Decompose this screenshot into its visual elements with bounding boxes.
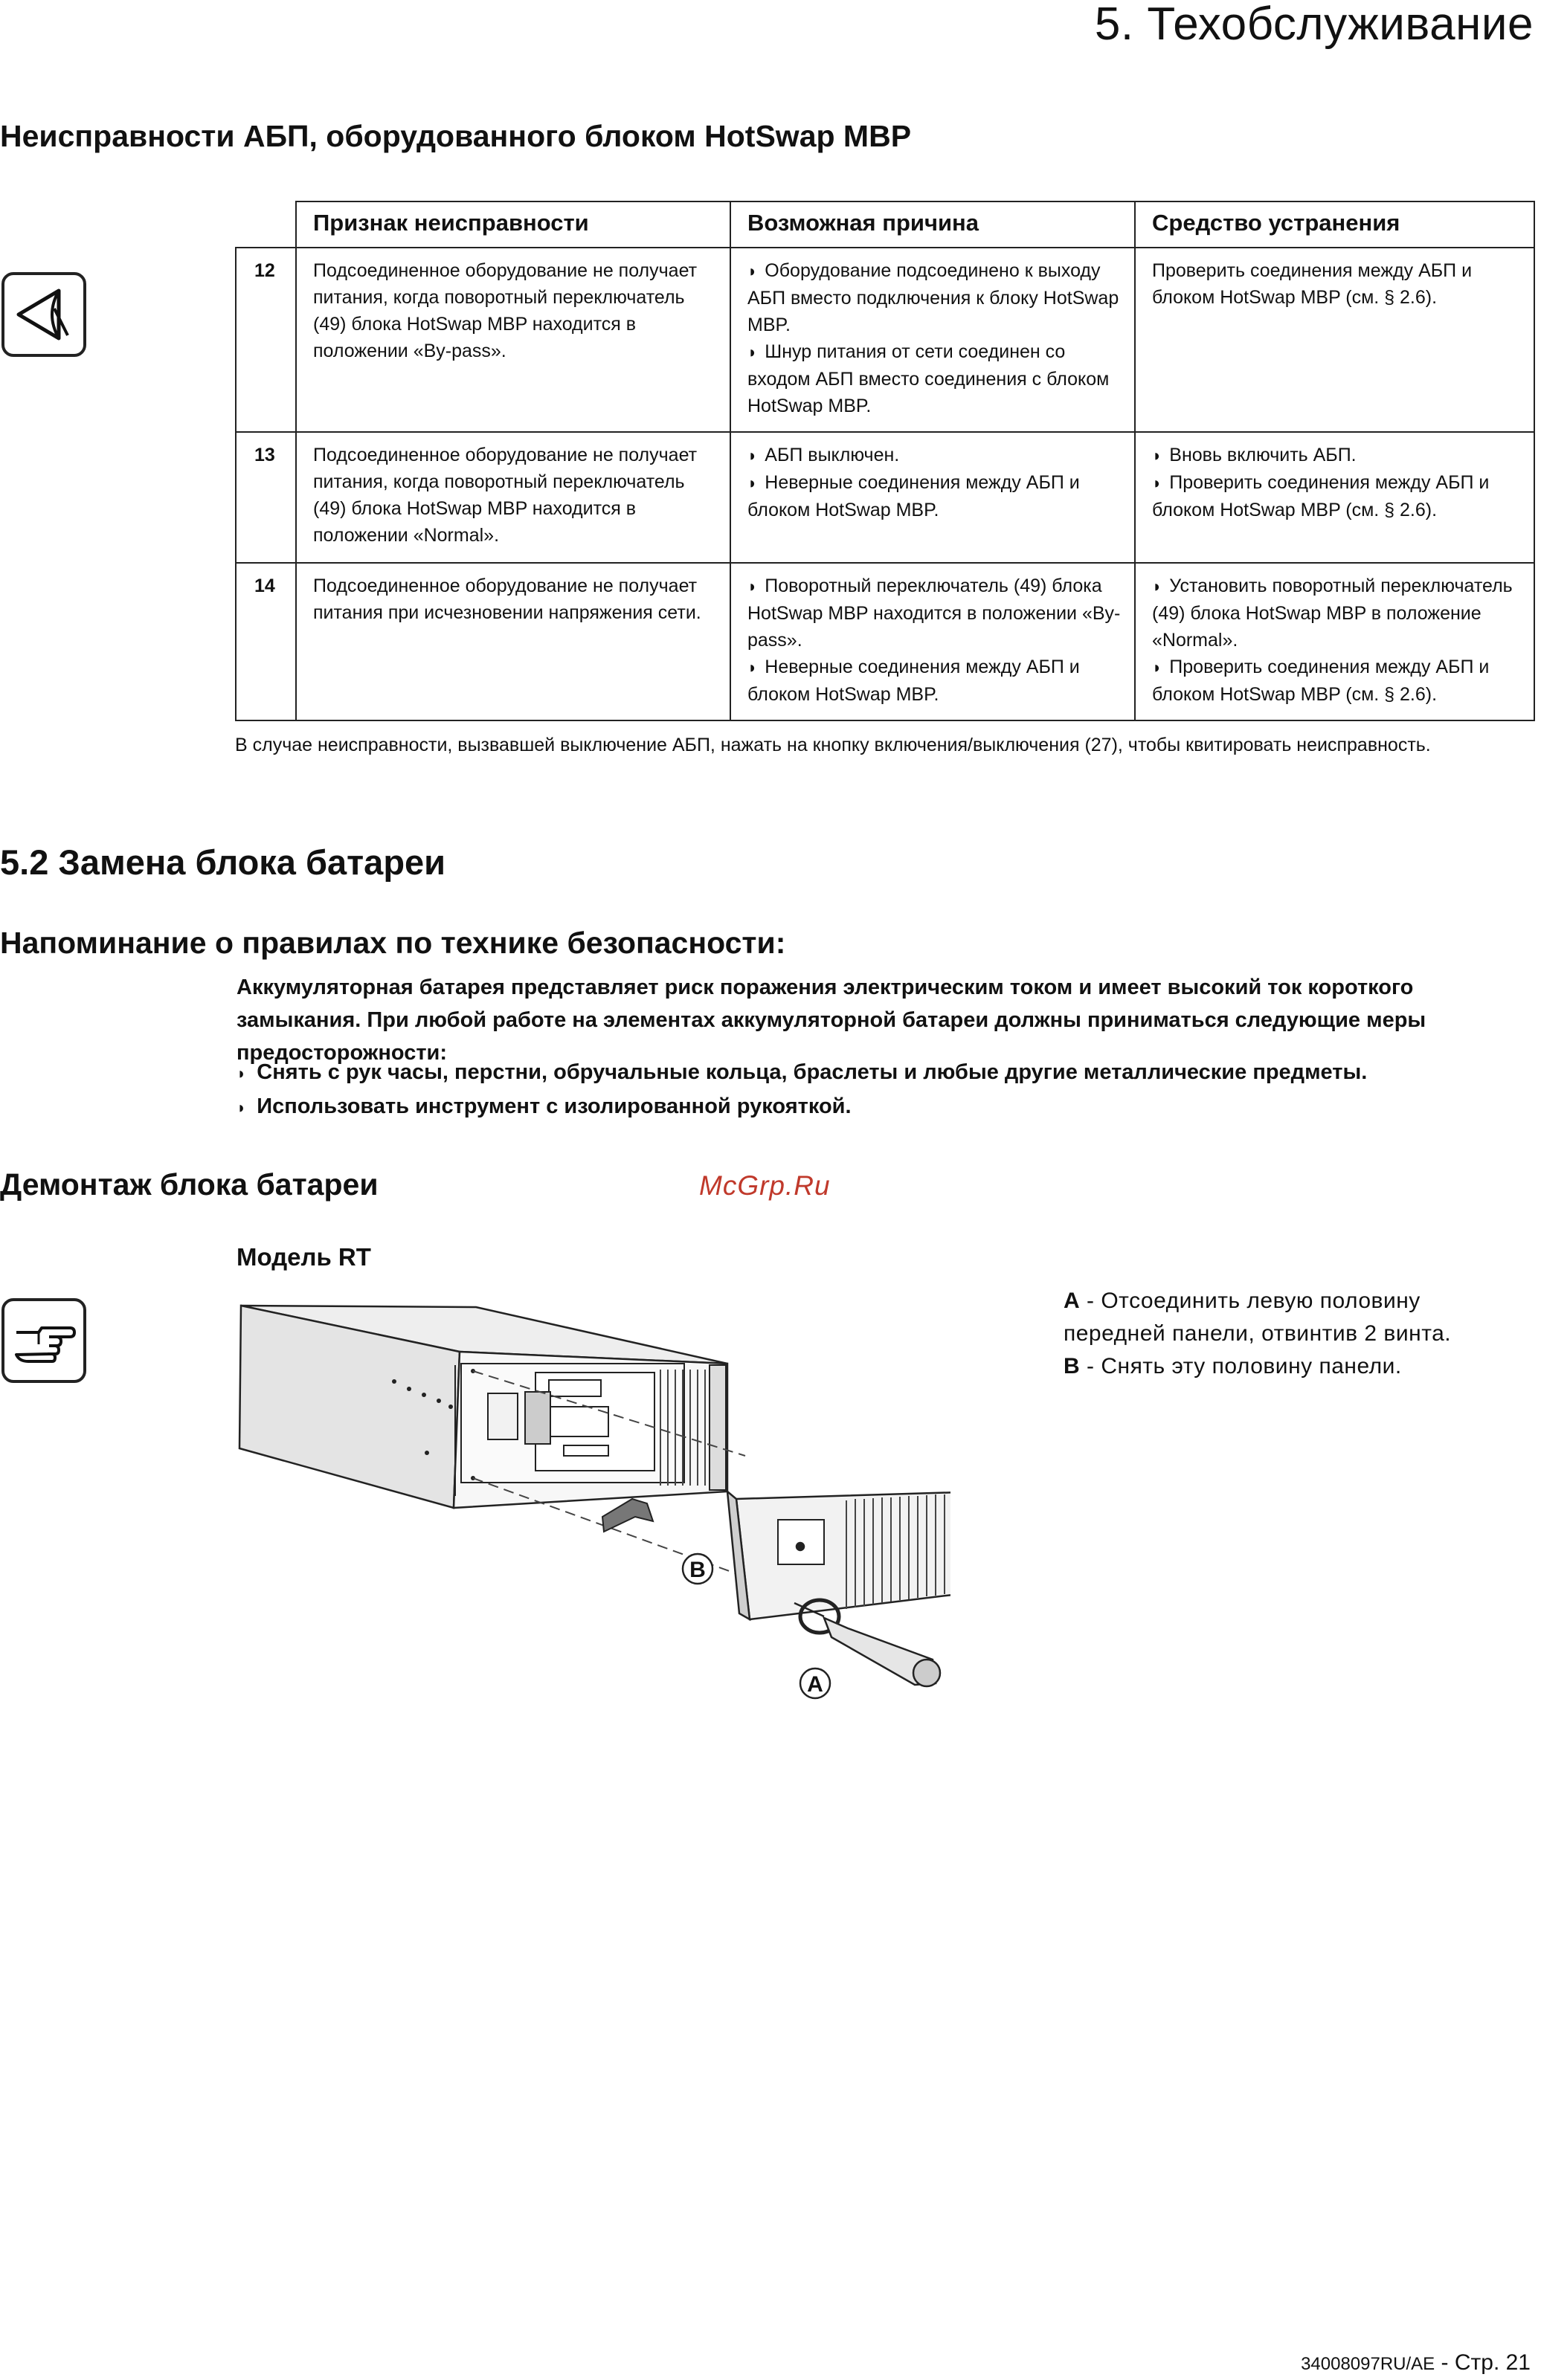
symptom-cell: Подсоединенное оборудование не получает питания, когда поворотный переключатель (49) блока HotSwap MBP находится в положении «Normal».: [296, 432, 730, 563]
cause-item: ◗ Неверные соединения между АБП и блоком HotSwap MBP.: [747, 654, 1127, 708]
page-number: - Стр. 21: [1435, 2350, 1531, 2375]
watermark: McGrp.Ru: [699, 1170, 831, 1201]
label-a-marker: [800, 1668, 830, 1698]
table-row: [236, 248, 1534, 432]
label-b: B: [689, 1558, 706, 1582]
cause-cell: [730, 248, 1135, 432]
row-number: 14: [236, 563, 296, 720]
cause-item: ◗ Поворотный переключатель (49) блока HotSwap MBP находится в положении «By-pass».: [747, 573, 1127, 654]
step-letter: A: [1064, 1289, 1081, 1313]
column-remedy: Средство устранения: [1135, 201, 1534, 248]
instructions: [1064, 1285, 1451, 1383]
remedy-item: ◗ Установить поворотный переключатель (49) блока HotSwap MBP в положение «Normal».: [1152, 573, 1526, 654]
symptom-cell: Подсоединенное оборудование не получает питания при исчезновении напряжения сети.: [296, 563, 730, 720]
symptom-cell: Подсоединенное оборудование не получает питания, когда поворотный переключатель (49) блока HotSwap MBP находится в положении «By-pass».: [296, 248, 730, 432]
faults-table: [235, 201, 1535, 721]
remedy-item: ◗ Вновь включить АБП.: [1152, 442, 1526, 469]
cause-cell: [730, 563, 1135, 720]
faults-section-title: Неисправности АБП, оборудованного блоком HotSwap MBP: [0, 119, 912, 153]
remedy-cell: [1135, 563, 1534, 720]
table-header-empty: [236, 201, 296, 248]
pointing-hand-icon: [1, 1298, 86, 1383]
model-label: Модель RT: [237, 1243, 371, 1271]
dismantle-heading: Демонтаж блока батареи: [0, 1167, 379, 1202]
list-item: ◗ Снять с рук часы, перстни, обручальные кольца, браслеты и любые другие металлические предметы.: [237, 1056, 1367, 1090]
cause-item: ◗ Шнур питания от сети соединен со входом АБП вместо соединения с блоком HotSwap MBP.: [747, 338, 1127, 419]
step-text: - Снять эту половину панели.: [1080, 1354, 1402, 1378]
list-item: ◗ Использовать инструмент с изолированной рукояткой.: [237, 1090, 1367, 1124]
column-cause: Возможная причина: [730, 201, 1135, 248]
remedy-item: Проверить соединения между АБП и блоком HotSwap MBP (см. § 2.6).: [1152, 260, 1473, 308]
label-b-marker: [683, 1554, 712, 1584]
remedy-cell: [1135, 248, 1534, 432]
chapter-title: 5. Техобслуживание: [1094, 0, 1534, 50]
remedy-cell: [1135, 432, 1534, 563]
doc-code: 34008097RU/AE: [1301, 2354, 1435, 2374]
table-footnote: В случае неисправности, вызвавшей выключение АБП, нажать на кнопку включения/выключения (27), чтобы квитировать неисправность.: [235, 735, 1431, 755]
table-header-row: [236, 201, 1534, 248]
remedy-item: ◗ Проверить соединения между АБП и блоком HotSwap MBP (см. § 2.6).: [1152, 654, 1526, 708]
section-title: 5.2 Замена блока батареи: [0, 842, 446, 882]
cause-item: ◗ АБП выключен.: [747, 442, 1127, 469]
cause-cell: [730, 432, 1135, 563]
table-row: [236, 432, 1534, 563]
row-number: 13: [236, 432, 296, 563]
safety-paragraph: Аккумуляторная батарея представляет риск поражения электрическим током и имеет высокий ток короткого замыкания. При любой работе на элементах аккумуляторной батареи должны приниматься следующие меры предосторожности:: [237, 975, 1426, 1065]
removal-arrow: [602, 1499, 653, 1532]
cause-item: ◗ Оборудование подсоединено к выходу АБП вместо подключения к блоку HotSwap MBP.: [747, 257, 1127, 338]
eye-icon: [1, 272, 86, 357]
label-a: A: [807, 1672, 823, 1697]
column-symptom: Признак неисправности: [296, 201, 730, 248]
step-text: - Отсоединить левую половину: [1080, 1289, 1421, 1313]
step-letter: B: [1064, 1354, 1081, 1378]
safety-heading: Напоминание о правилах по технике безопасности:: [0, 926, 786, 960]
step-text: передней панели, отвинтив 2 винта.: [1064, 1321, 1452, 1346]
ups-illustration: [237, 1297, 950, 1735]
remedy-item: ◗ Проверить соединения между АБП и блоком HotSwap MBP (см. § 2.6).: [1152, 469, 1526, 523]
instruction-line: [1064, 1350, 1451, 1383]
cause-item: ◗ Неверные соединения между АБП и блоком HotSwap MBP.: [747, 469, 1127, 523]
instruction-line: [1064, 1318, 1451, 1350]
table-row: [236, 563, 1534, 720]
safety-list: [237, 1056, 1367, 1124]
page-footer: [1301, 2350, 1531, 2376]
instruction-line: [1064, 1285, 1451, 1318]
ups-vent-grille: [660, 1370, 705, 1486]
row-number: 12: [236, 248, 296, 432]
